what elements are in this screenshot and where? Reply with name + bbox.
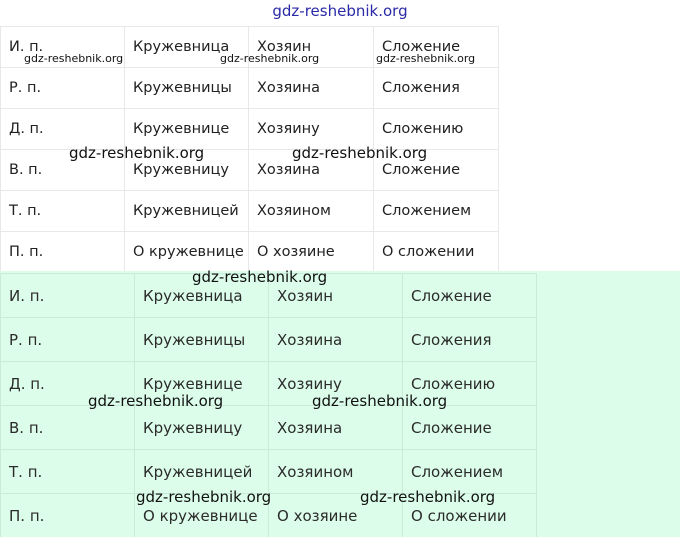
table-cell: Кружевницей (135, 450, 269, 494)
table-cell: О кружевнице (125, 232, 249, 273)
table-cell: Сложению (374, 109, 499, 150)
table-row (1, 494, 537, 537)
table-cell: Сложения (403, 318, 537, 362)
table-cell: Хозяин (249, 27, 374, 68)
table-cell: Сложения (374, 68, 499, 109)
table-row (1, 150, 499, 191)
table-cell: Хозяина (249, 150, 374, 191)
table-cell: Хозяина (269, 318, 403, 362)
case-label: Р. п. (1, 68, 125, 109)
table-cell: Сложением (374, 191, 499, 232)
table-cell: Кружевнице (135, 362, 269, 406)
table-cell: Сложение (403, 274, 537, 318)
case-label: Т. п. (1, 450, 135, 494)
table-row (1, 191, 499, 232)
table-cell: Сложение (374, 27, 499, 68)
case-label: В. п. (1, 150, 125, 191)
table-cell: Кружевницу (125, 150, 249, 191)
table-cell: Сложению (403, 362, 537, 406)
table-row (1, 232, 499, 273)
table-cell: Хозяина (269, 406, 403, 450)
table-row (1, 68, 499, 109)
table-cell: Кружевница (125, 27, 249, 68)
table-row (1, 450, 537, 494)
case-label: Т. п. (1, 191, 125, 232)
declension-table-1 (0, 26, 499, 273)
watermark: gdz-reshebnik.org (136, 488, 272, 506)
table-cell: Сложение (403, 406, 537, 450)
table-cell: О хозяине (249, 232, 374, 273)
case-label: П. п. (1, 494, 135, 537)
watermark: gdz-reshebnik.org (376, 52, 476, 65)
watermark: gdz-reshebnik.org (69, 144, 205, 162)
case-label: Р. п. (1, 318, 135, 362)
case-label: В. п. (1, 406, 135, 450)
table-row (1, 406, 537, 450)
header-watermark[interactable]: gdz-reshebnik.org (272, 2, 408, 20)
table-cell: Кружевница (135, 274, 269, 318)
watermark: gdz-reshebnik.org (220, 52, 320, 65)
table-cell: О кружевнице (135, 494, 269, 537)
table-row (1, 318, 537, 362)
table-cell: Хозяин (269, 274, 403, 318)
watermark: gdz-reshebnik.org (192, 268, 328, 286)
declension-table-2 (0, 273, 537, 537)
table-cell: Хозяина (249, 68, 374, 109)
watermark: gdz-reshebnik.org (312, 392, 448, 410)
table-row (1, 109, 499, 150)
case-label: Д. п. (1, 362, 135, 406)
case-label: И. п. (1, 274, 135, 318)
table-cell: Кружевницы (125, 68, 249, 109)
table-cell: Хозяину (269, 362, 403, 406)
case-label: Д. п. (1, 109, 125, 150)
table-cell: О сложении (403, 494, 537, 537)
watermark: gdz-reshebnik.org (292, 144, 428, 162)
watermark: gdz-reshebnik.org (360, 488, 496, 506)
table-cell: Кружевницы (135, 318, 269, 362)
watermark: gdz-reshebnik.org (24, 52, 124, 65)
table-cell: Сложение (374, 150, 499, 191)
table-cell: Кружевнице (125, 109, 249, 150)
table-cell: Хозяину (249, 109, 374, 150)
case-label: П. п. (1, 232, 125, 273)
table-row (1, 27, 499, 68)
table-cell: Хозяином (249, 191, 374, 232)
table-cell: О сложении (374, 232, 499, 273)
table-row (1, 274, 537, 318)
table-cell: Сложением (403, 450, 537, 494)
case-label: И. п. (1, 27, 125, 68)
table-row (1, 362, 537, 406)
table-cell: Кружевницу (135, 406, 269, 450)
watermark: gdz-reshebnik.org (88, 392, 224, 410)
table-cell: Кружевницей (125, 191, 249, 232)
table-cell: О хозяине (269, 494, 403, 537)
table-cell: Хозяином (269, 450, 403, 494)
